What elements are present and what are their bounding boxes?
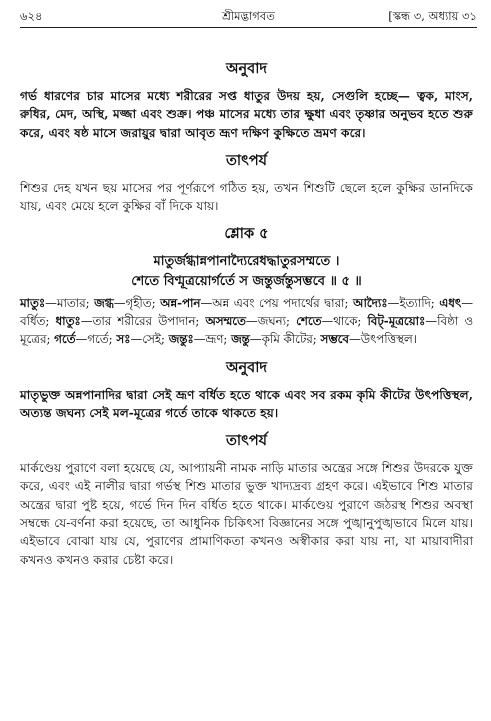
- page-number: ৬২৪: [20, 9, 43, 23]
- synonym-word: শেতে: [296, 314, 322, 329]
- translation-heading: অনুবাদ: [225, 60, 268, 77]
- synonym-meaning: —জঘন্য;: [245, 314, 297, 329]
- synonym-meaning: —তার শরীরের উপাদান;: [80, 314, 206, 329]
- page-body: [20, 36, 473, 569]
- synonym-meaning: —বিষ্ঠা ও মূত্রের;: [20, 314, 473, 346]
- purport-heading: তাৎপর্য: [225, 151, 268, 169]
- synonym-meaning: —গর্তে;: [75, 331, 117, 346]
- synonym-meaning: —মাতার;: [45, 296, 95, 311]
- purport-text: শিশুর দেহ যখন ছয় মাসের পর পূর্ণরূপে গঠিত হয়, তখন শিশুটি ছেলে হলে কুক্ষির ডানদিকে যায়, এবং মেয়ে হলে কুক্ষির বাঁ দিকে যায়।: [20, 180, 473, 214]
- synonym-meaning: —থাকে;: [321, 314, 368, 329]
- translation-text: গর্ভ ধারণের চার মাসের মধ্যে শরীরের সপ্ত ধাতুর উদয় হয়, সেগুলি হচ্ছে— ত্বক, মাংস, রুধির, মেদ, অস্থি, মজ্জা এবং শুক্র। পঞ্চ মাসের মধ্যে তার ক্ষুধা এবং তৃষ্ণার অনুভব হতে শুরু করে, এবং ষষ্ঠ মাসে জরায়ুর দ্বারা আবৃত ভ্রূণ দক্ষিণ কুক্ষিতে ভ্রমণ করে।: [20, 89, 473, 140]
- synonym-word: জন্তু: [231, 331, 250, 346]
- synonym-meaning: —উৎপত্তিস্থল।: [348, 331, 417, 346]
- synonym-word: জন্তুঃ: [168, 331, 194, 346]
- header-rule: [20, 27, 477, 28]
- synonym-meaning: —ইত্যাদি;: [387, 296, 440, 311]
- synonym-word: গর্তে: [54, 331, 76, 346]
- synonyms: [20, 295, 473, 348]
- purport-text-2: মার্কণ্ডেয় পুরাণে বলা হয়েছে যে, আপ্যায়নী নামক নাড়ি মাতার অন্ত্রের সঙ্গে শিশুর উদরকে যুক্ত করে, এবং এই নালীর দ্বারা গর্ভস্থ শিশু মাতার ভুক্ত খাদ্যদ্রব্য গ্রহণ করে। এইভাবে শিশু মাতার অন্ত্রের দ্বারা পুষ্ট হয়ে, গর্ভে দিন দিন বর্ধিত হতে থাকে। মার্কণ্ডেয় পুরাণে জঠরস্থ শিশুর অবস্থা সম্বন্ধে যে-বর্ণনা করা হয়েছে, তা আধুনিক চিকিৎসা বিজ্ঞানের সঙ্গে পুঙ্খানুপুঙ্খভাবে মিলে যায়। এইভাবে বোঝা যায় যে, পুরাণের প্রামাণিকতা কখনও অস্বীকার করা যায় না, যা মায়াবাদীরা কখনও কখনও করার চেষ্টা করে।: [20, 461, 473, 567]
- synonym-meaning: —গৃহীত;: [113, 296, 161, 311]
- synonym-word: সম্ভবে: [320, 331, 349, 346]
- synonym-meaning: —ভ্রূণ;: [193, 331, 232, 346]
- synonym-word: বিট্‌-মূত্রয়োঃ: [367, 314, 426, 329]
- synonym-word: জগ্ধ: [94, 296, 114, 311]
- synonym-word: অসম্মতে: [205, 314, 246, 329]
- purport-heading-2: তাৎপর্য: [225, 432, 268, 450]
- synonym-word: মাতুঃ: [20, 296, 46, 311]
- synonym-word: আদ্যৈঃ: [352, 296, 388, 311]
- verse-line-1: মাতুর্জগ্ধান্নপানাদ্যৈরেধদ্ধাতুরসম্মতে ।: [153, 254, 340, 270]
- synonym-meaning: —বর্ধিত;: [20, 296, 473, 329]
- running-header: [20, 6, 477, 26]
- synonym-word: অন্ন-পান: [160, 296, 201, 311]
- book-title: শ্রীমদ্ভাগবত: [222, 9, 275, 23]
- synonym-word: সঃ: [116, 331, 131, 346]
- translation-heading-2: অনুবাদ: [225, 358, 268, 376]
- chapter-reference: [স্কন্ধ ৩, অধ্যায় ৩১: [388, 9, 477, 23]
- verse-heading: শ্লোক ৫: [224, 225, 269, 243]
- verse-line-2: শেতে বিণ্মূত্রয়োর্গর্তে স জন্তুর্জন্তুসম্ভবে ॥ ৫ ॥: [131, 273, 362, 289]
- translation-text-2: মাতৃভুক্ত অন্নপানাদির দ্বারা সেই ভ্রূণ বর্ধিত হতে থাকে এবং সব রকম কৃমি কীটের উৎপত্তিস্থল, অত্যন্ত জঘন্য সেই মল-মূত্রের গর্তে তাকে থাকতে হয়।: [20, 387, 473, 420]
- synonym-word: ধাতুঃ: [55, 314, 81, 329]
- synonym-meaning: —সেই;: [130, 331, 169, 346]
- synonym-meaning: —অন্ন এবং পেয় পদার্থের দ্বারা;: [200, 296, 353, 311]
- synonym-meaning: —কৃমি কীটের;: [249, 331, 321, 346]
- synonym-word: এধৎ: [439, 296, 462, 311]
